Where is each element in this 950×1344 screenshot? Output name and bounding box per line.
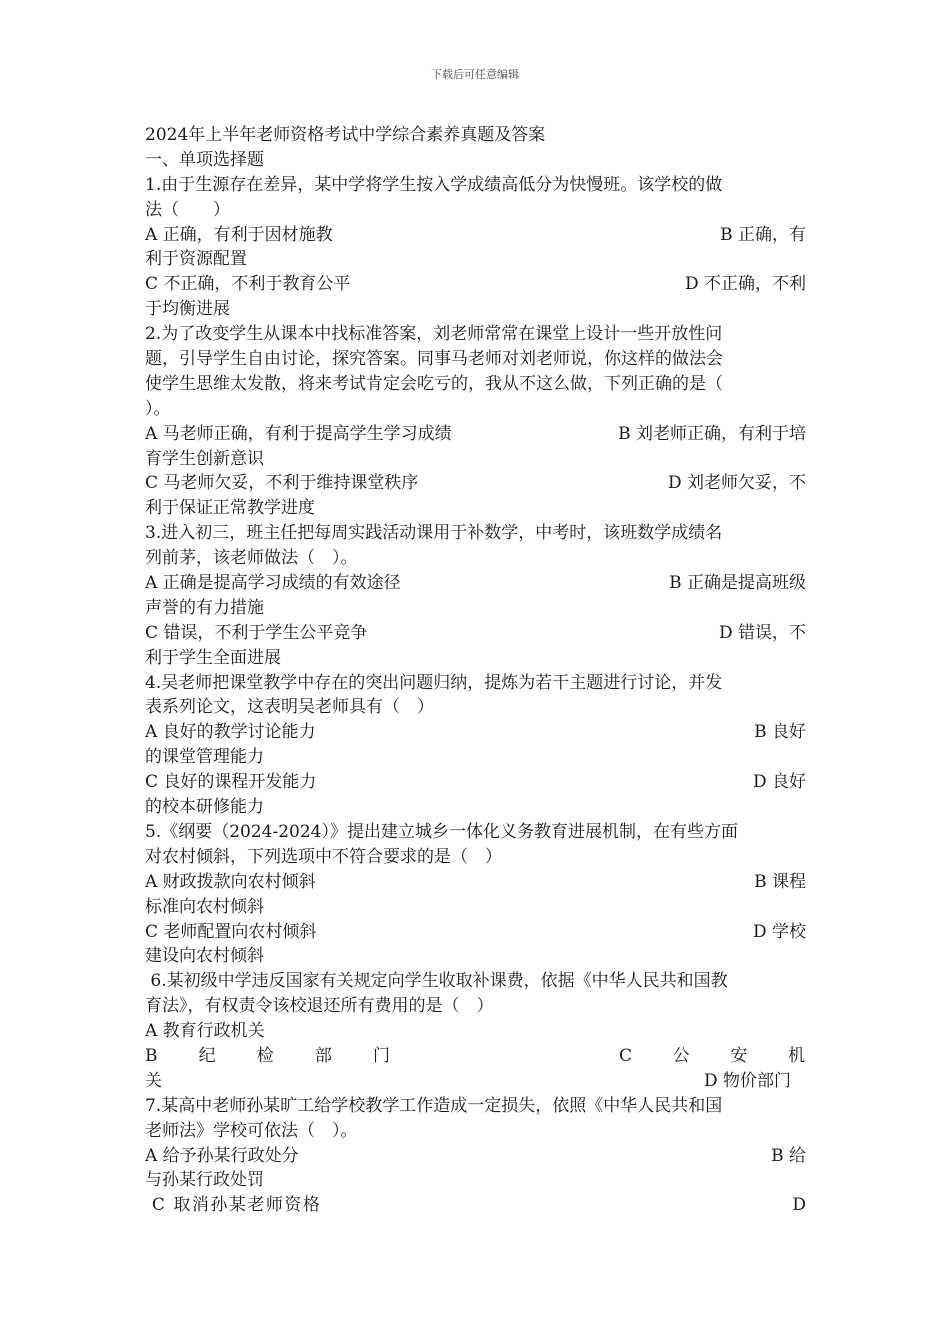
option-d-cont: 利于学生全面进展 (145, 647, 281, 668)
option-a: A 正确，有利于因材施教 (145, 224, 333, 245)
option-b: B 正确是提高班级 (669, 573, 806, 594)
question-2-text: 2.为了改变学生从课本中找标准答案，刘老师常常在课堂上设计一些开放性问 (145, 324, 723, 345)
question-4-text: 4.吴老师把课堂教学中存在的突出问题归纳，提炼为若干主题进行讨论，并发 (145, 672, 723, 693)
question-4-text-cont: 表系列论文，这表明吴老师具有（ ） (145, 697, 434, 718)
option-c (619, 1044, 805, 1069)
document-title: 2024年上半年老师资格考试中学综合素养真题及答案 (145, 125, 546, 145)
question-2-text-cont: 题，引导学生自由讨论，探究答案。同事马老师对刘老师说，你这样的做法会 (145, 349, 723, 370)
question-6-options-cd (145, 1069, 806, 1094)
option-c: C 良好的课程开发能力 (145, 772, 317, 793)
question-2-options-ab (145, 422, 806, 447)
question-3-options-ab (145, 571, 806, 596)
question-6-options-bc (145, 1044, 806, 1069)
question-3-options-cd (145, 621, 806, 646)
option-c: C 马老师欠妥，不利于维持课堂秩序 (145, 473, 419, 494)
question-4-options-cd (145, 770, 806, 795)
option-b-char: 纪 (198, 1045, 216, 1066)
question-7-text: 7.某高中老师孙某旷工给学校教学工作造成一定损失，依照《中华人民共和国 (145, 1095, 723, 1116)
option-b: B 给 (771, 1145, 806, 1166)
option-c-char: 安 (730, 1045, 748, 1066)
question-6-text: 6.某初级中学违反国家有关规定向学生收取补课费，依据《中华人民共和国教 (145, 971, 728, 992)
option-c: C 取消孙某老师资格 (145, 1195, 322, 1216)
option-d-cont: 于均衡进展 (145, 299, 230, 320)
question-7-text-cont: 老师法》学校可依法（ ）。 (145, 1120, 358, 1141)
option-d-cont: 利于保证正常教学进度 (145, 498, 315, 519)
option-b-cont: 育学生创新意识 (145, 448, 264, 469)
option-d: D 刘老师欠妥，不 (667, 473, 806, 494)
option-c-char: 机 (787, 1045, 805, 1066)
option-b-char: 部 (314, 1045, 332, 1066)
question-4-options-ab (145, 720, 806, 745)
option-b-cont: 标准向农村倾斜 (145, 896, 264, 917)
question-5-options-ab (145, 870, 806, 895)
option-b-cont: 利于资源配置 (145, 249, 247, 270)
option-d-cont: 的校本研修能力 (145, 797, 264, 818)
question-1-options-ab (145, 223, 806, 248)
question-1-text: 1.由于生源存在差异，某中学将学生按入学成绩高低分为快慢班。该学校的做 (145, 174, 723, 195)
page-header: 下载后可任意编辑 (431, 68, 519, 81)
question-2-text-cont: ）。 (145, 398, 171, 419)
option-b: B 正确，有 (720, 224, 806, 245)
section-heading: 一、单项选择题 (145, 149, 264, 170)
option-c: C 不正确，不利于教育公平 (145, 274, 351, 295)
option-b-char: 门 (373, 1045, 390, 1066)
option-b-cont: 声誉的有力措施 (145, 597, 264, 618)
question-2-options-cd (145, 471, 806, 496)
option-d: D 不正确，不利 (684, 274, 806, 295)
question-7-options-cd (145, 1193, 806, 1218)
question-1-text-cont: 法（ ） (145, 199, 230, 220)
question-5-options-cd (145, 920, 806, 945)
option-d: D 良好 (752, 772, 806, 793)
option-a: A 正确是提高学习成绩的有效途径 (145, 573, 401, 594)
option-b: B 刘老师正确，有利于培 (618, 423, 806, 444)
question-1-options-cd (145, 272, 806, 297)
option-b (145, 1044, 390, 1069)
option-b-char: 检 (256, 1045, 274, 1066)
question-7-options-ab (145, 1144, 806, 1169)
question-2-text-cont: 使学生思维太发散，将来考试肯定会吃亏的，我从不这么做，下列正确的是（ (145, 373, 723, 394)
option-a: A 教育行政机关 (145, 1021, 265, 1042)
option-d: D 错误，不 (718, 622, 806, 643)
option-a: A 给予孙某行政处分 (145, 1145, 299, 1166)
document-body (145, 123, 806, 1218)
option-d: D 学校 (752, 921, 806, 942)
option-b-cont: 的课堂管理能力 (145, 747, 264, 768)
option-c-char: 公 (672, 1045, 690, 1066)
option-b: B 课程 (754, 871, 806, 892)
option-c: C 错误，不利于学生公平竞争 (145, 622, 368, 643)
option-c-char: C (619, 1045, 633, 1066)
question-5-text: 5.《纲要（2024-2024）》提出建立城乡一体化义务教育进展机制，在有些方面 (145, 821, 738, 842)
option-a: A 良好的教学讨论能力 (145, 722, 316, 743)
option-a: A 马老师正确，有利于提高学生学习成绩 (145, 423, 452, 444)
option-d-cont: 建设向农村倾斜 (145, 946, 264, 967)
question-5-text-cont: 对农村倾斜，下列选项中不符合要求的是（ ） (145, 846, 502, 867)
option-c: C 老师配置向农村倾斜 (145, 921, 317, 942)
option-a: A 财政拨款向农村倾斜 (145, 871, 316, 892)
question-6-text-cont: 育法》，有权责令该校退还所有费用的是（ ） (145, 996, 494, 1017)
option-b-cont: 与孙某行政处罚 (145, 1170, 264, 1191)
question-3-text-cont: 列前茅，该老师做法（ ）。 (145, 548, 358, 569)
option-d: D (792, 1195, 806, 1216)
option-b: B 良好 (754, 722, 806, 743)
option-b-char: B (145, 1045, 158, 1066)
option-d: D 物价部门 (703, 1070, 791, 1091)
option-c-cont: 关 (145, 1070, 162, 1091)
question-3-text: 3.进入初三，班主任把每周实践活动课用于补数学，中考时，该班数学成绩名 (145, 523, 723, 544)
